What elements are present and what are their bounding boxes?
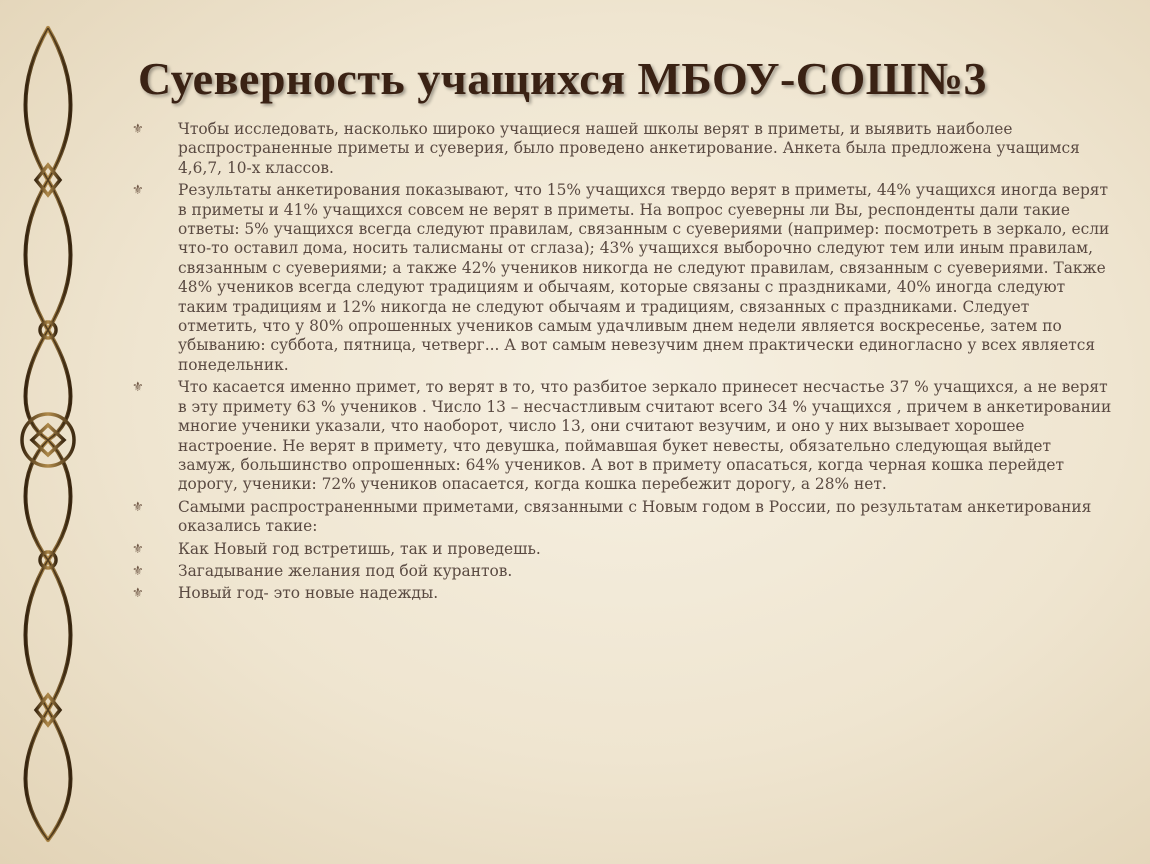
list-item: [128, 562, 1113, 581]
list-item: [128, 120, 1113, 178]
paragraph-text: Результаты анкетирования показывают, что 15% учащихся твердо верят в приметы, 44% учащихся иногда верят в приметы и 41% учащихся совсем не верят в приметы. На вопрос суеверны ли Вы, респонденты дали такие ответы: 5% учащихся всегда следуют правилам, связанным с суевериями (например: посмотреть в зеркало, если что-то оставил дома, носить талисманы от сглаза); 43% учащихся выборочно следуют тем или иным правилам, связанным с суевериями; а также 42% учеников никогда не следуют правилам, связанным с суевериями. Также 48% учеников всегда следуют традициям и обычаям, которые связаны с праздниками, 40% иногда следуют таким традициям и 12% никогда не следуют обычаям и традициям, связанных с праздниками. Следует отметить, что у 80% опрошенных учеников самым удачливым днем недели является воскресенье, затем по убыванию: суббота, пятница, четверг... А вот самым невезучим днем практически единогласно у всех является понедельник.: [178, 181, 1110, 374]
fleur-de-lis-icon: ⚜: [132, 499, 144, 515]
list-item: [128, 540, 1113, 559]
paragraph-text: Чтобы исследовать, насколько широко учащиеся нашей школы верят в приметы, и выявить наиболее распространенные приметы и суеверия, было проведено анкетирование. Анкета была предложена учащимся 4,6,7, 10-х классов.: [178, 120, 1080, 177]
paragraph-text: Самыми распространенными приметами, связанными с Новым годом в России, по результатам анкетирования оказались такие:: [178, 497, 1092, 536]
list-item: [128, 378, 1113, 494]
list-item: [128, 498, 1113, 537]
slide-title: Суеверность учащихся МБОУ-СОШ№3: [138, 53, 988, 104]
list-item: [128, 584, 1113, 603]
fleur-de-lis-icon: ⚜: [132, 586, 144, 602]
list-item: [128, 181, 1113, 375]
decorative-ornament-border: [0, 0, 90, 864]
fleur-de-lis-icon: ⚜: [132, 563, 144, 579]
paragraph-text: Новый год- это новые надежды.: [178, 584, 439, 603]
content-bullet-list: [128, 120, 1113, 607]
paragraph-text: Загадывание желания под бой курантов.: [178, 561, 513, 580]
paragraph-text: Как Новый год встретишь, так и проведешь.: [178, 539, 541, 558]
fleur-de-lis-icon: ⚜: [132, 183, 144, 199]
paragraph-text: Что касается именно примет, то верят в то, что разбитое зеркало принесет несчастье 37 % учащихся, а не верят в эту примету 63 % учеников . Число 13 – несчастливым считают всего 34 % учащихся , причем в анкетировании многие ученики указали, что наоборот, число 13, они считают везучим, и оно у них вызывает хорошее настроение. Не верят в примету, что девушка, поймавшая букет невесты, обязательно следующая выйдет замуж, большинство опрошенных: 64% учеников. А вот в примету опасаться, когда черная кошка перейдет дорогу, ученики: 72% учеников опасается, когда кошка перебежит дорогу, а 28% нет.: [178, 378, 1112, 494]
fleur-de-lis-icon: ⚜: [132, 122, 144, 137]
fleur-de-lis-icon: ⚜: [132, 380, 144, 396]
fleur-de-lis-icon: ⚜: [132, 541, 144, 557]
